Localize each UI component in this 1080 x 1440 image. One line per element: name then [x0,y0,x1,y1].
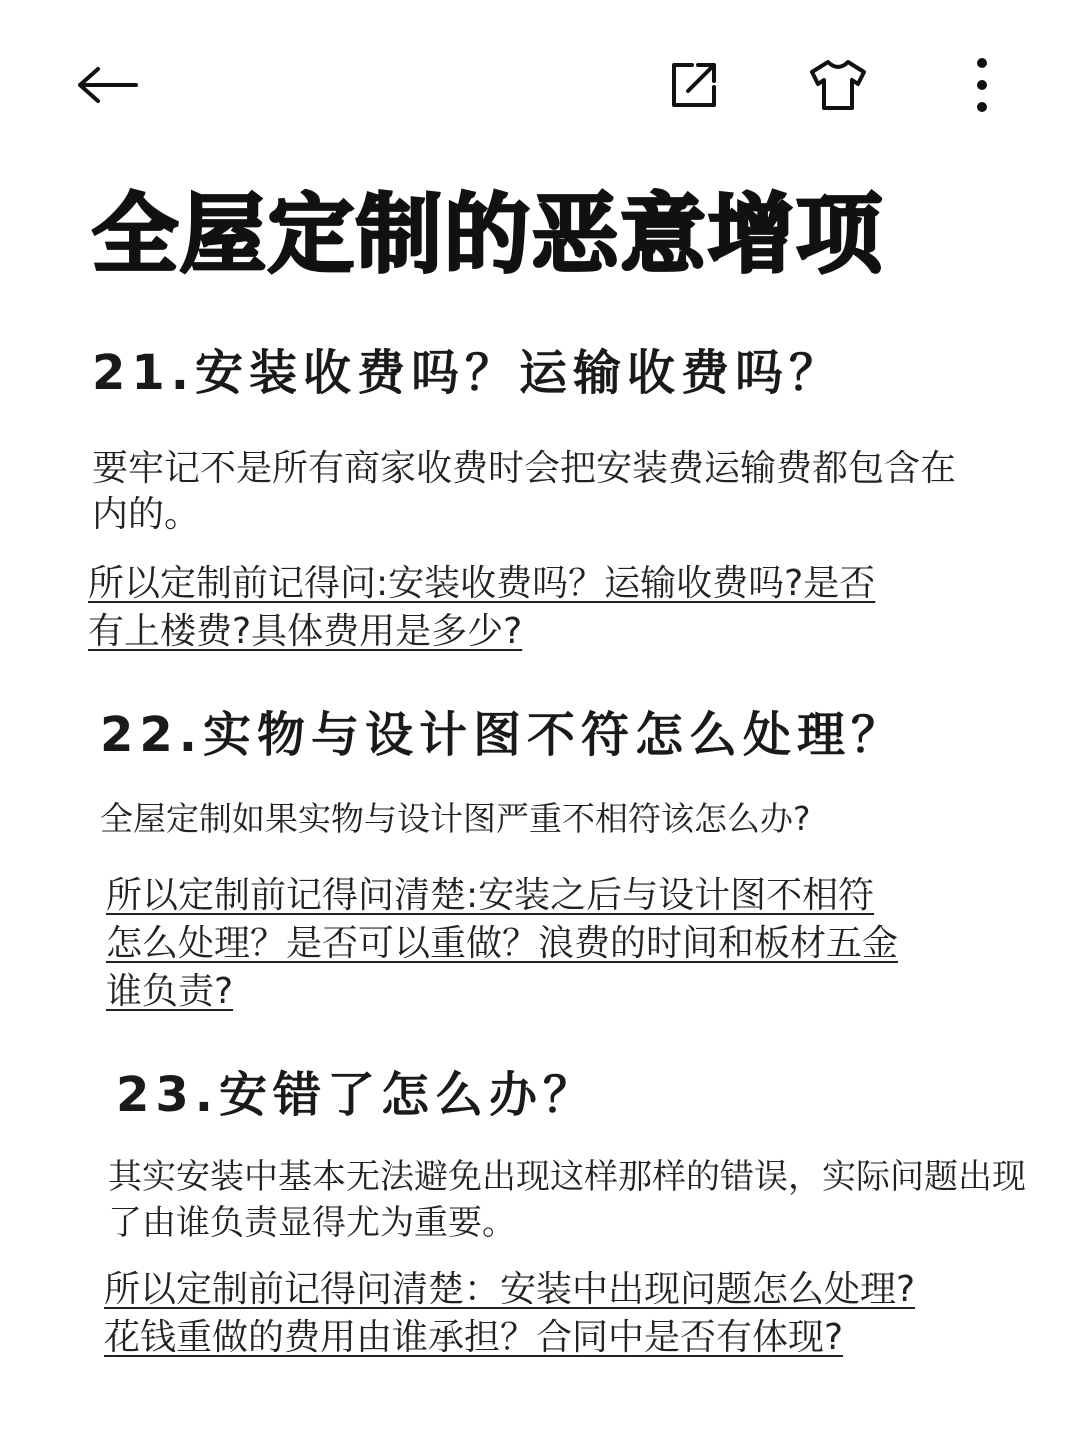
section-body: 要牢记不是所有商家收费时会把安装费运输费都包含在内的。 [92,448,957,535]
section-note [106,872,1006,1016]
theme-button[interactable] [798,45,878,125]
section-21-note [88,560,988,656]
note-line: 怎么处理？是否可以重做？浪费的时间和板材五金 [106,923,899,964]
section-body: 全屋定制如果实物与设计图严重不相符该怎么办? [100,799,811,838]
section-23 [116,1064,1016,1126]
note-line: 所以定制前记得问:安装收费吗？运输收费吗?是否 [88,563,876,604]
section-22 [100,704,1000,766]
section-21 [92,342,992,404]
page-title: 全屋定制的恶意增项 [92,185,884,285]
section-21-body [92,446,972,538]
more-button[interactable] [942,45,1022,125]
more-vertical-icon [974,57,990,113]
section-23-note [104,1266,1024,1362]
section-heading: 22.实物与设计图不符怎么处理？ [100,707,906,763]
section-23-body [108,1154,1028,1246]
top-toolbar [0,0,1080,170]
section-note [104,1266,1024,1362]
note-line: 所以定制前记得问清楚：安装中出现问题怎么处理? [104,1269,916,1310]
note-line: 谁负责? [106,971,234,1012]
note-line: 有上楼费?具体费用是多少? [88,611,523,652]
tshirt-icon [808,58,868,112]
section-heading: 23.安错了怎么办？ [116,1067,598,1123]
section-heading: 21.安装收费吗？运输收费吗？ [92,345,844,401]
section-22-body [100,796,1000,842]
section-body: 其实安装中基本无法避免出现这样那样的错误，实际问题出现了由谁负责显得尤为重要。 [108,1157,1026,1243]
share-button[interactable] [654,45,734,125]
section-note [88,560,988,656]
note-line: 花钱重做的费用由谁承担？合同中是否有体现? [104,1317,844,1358]
note-line: 所以定制前记得问清楚:安装之后与设计图不相符 [106,875,875,916]
arrow-left-icon [76,65,140,105]
section-22-note [106,872,1006,1016]
back-button[interactable] [68,45,148,125]
share-external-icon [666,57,722,113]
